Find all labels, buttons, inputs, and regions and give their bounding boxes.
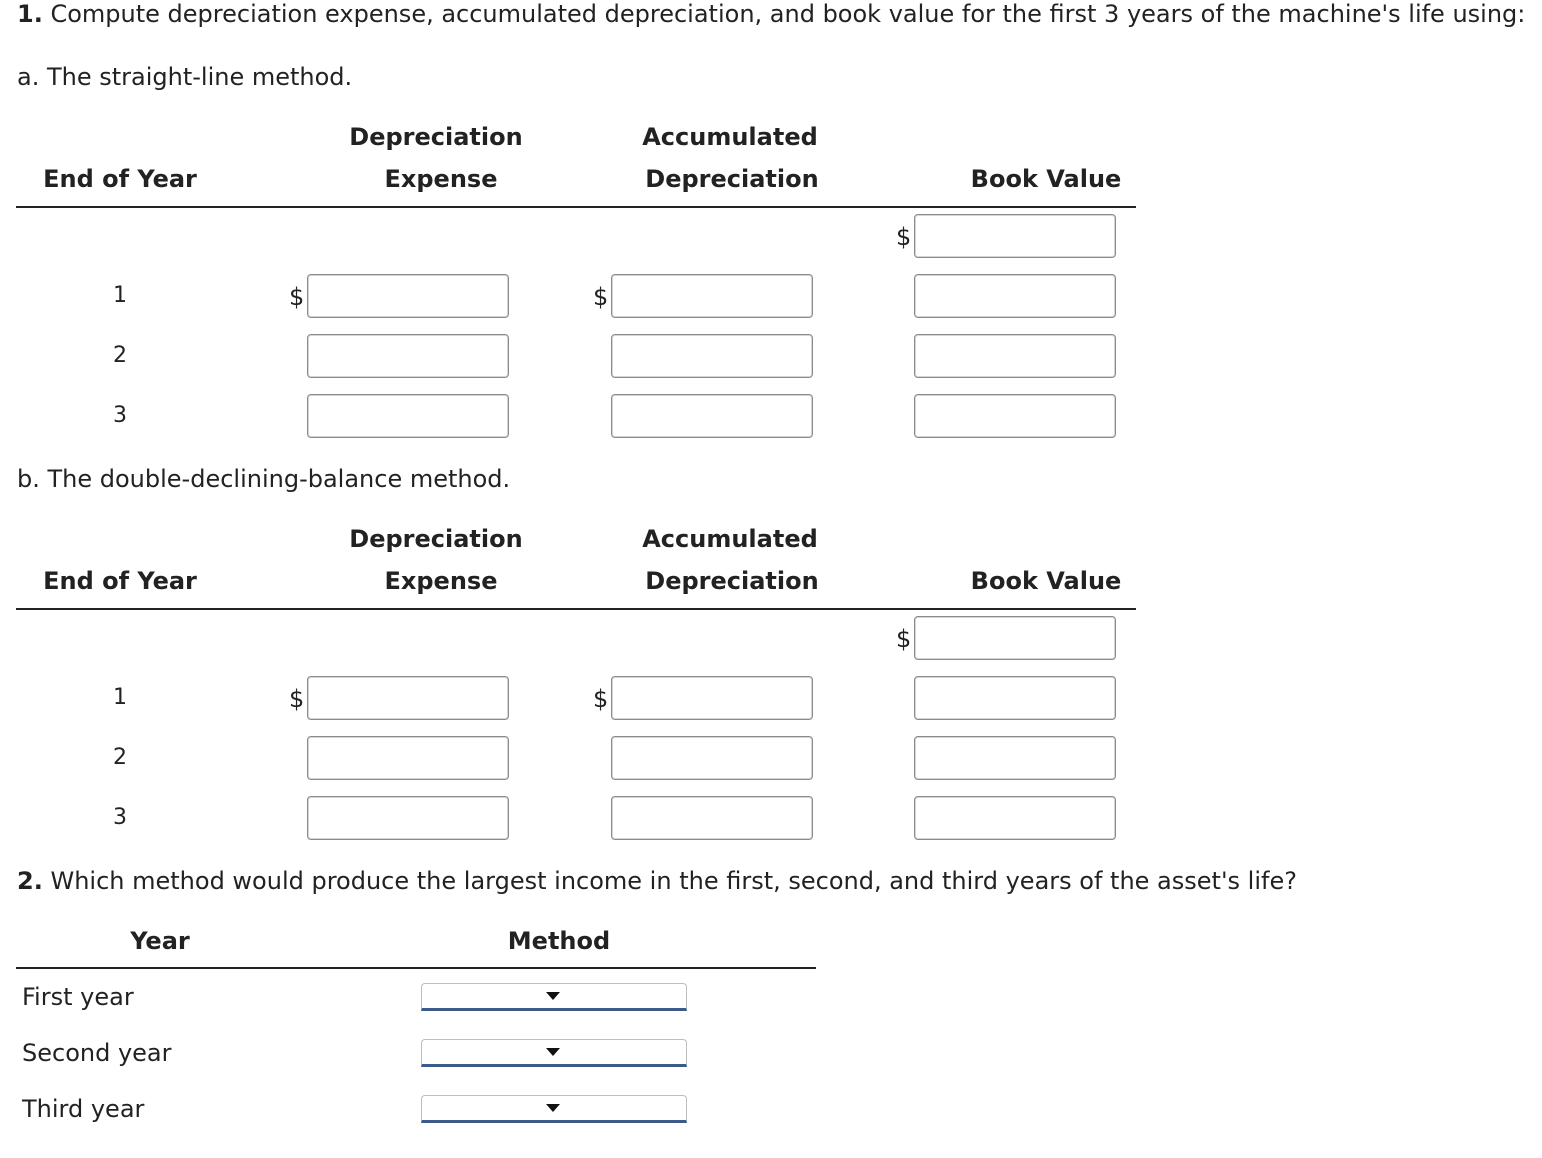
b-row-3-acc-dep-input[interactable] <box>611 796 813 840</box>
part-b-label: b. The double-declining-balance method. <box>17 465 511 493</box>
b-row-3-year: 3 <box>113 805 127 830</box>
a-book-value-start-input[interactable] <box>914 214 1116 258</box>
first-year-method-select[interactable] <box>421 983 687 1011</box>
header-rule-b <box>16 608 1136 610</box>
header-year: Year <box>130 927 190 955</box>
second-year-label: Second year <box>22 1039 172 1067</box>
a-row-1-year: 1 <box>113 283 127 308</box>
question-1 <box>17 0 1525 28</box>
a-row-2-year: 2 <box>113 343 127 368</box>
question-1-text: Compute depreciation expense, accumulated depreciation, and book value for the first 3 years of the machine's life using: <box>50 0 1526 28</box>
a-row-3-year: 3 <box>113 403 127 428</box>
question-2-number: 2. <box>17 867 43 895</box>
header-dep-expense-b-1: Depreciation <box>349 525 523 553</box>
header-book-value-b: Book Value <box>970 567 1122 595</box>
a-row-1-acc-dep-input[interactable] <box>611 274 813 318</box>
b-row-1-book-value-input[interactable] <box>914 676 1116 720</box>
third-year-label: Third year <box>22 1095 145 1123</box>
header-method: Method <box>507 927 611 955</box>
b-row-2-book-value-input[interactable] <box>914 736 1116 780</box>
header-dep-expense-a-2: Expense <box>384 165 498 193</box>
header-end-of-year-a: End of Year <box>43 165 197 193</box>
dollar-sign: $ <box>896 223 912 251</box>
header-dep-expense-b-2: Expense <box>384 567 498 595</box>
chevron-down-icon <box>546 1048 560 1056</box>
dollar-sign: $ <box>593 685 609 713</box>
a-row-1-book-value-input[interactable] <box>914 274 1116 318</box>
a-row-3-acc-dep-input[interactable] <box>611 394 813 438</box>
b-row-3-dep-expense-input[interactable] <box>307 796 509 840</box>
a-row-1-dep-expense-input[interactable] <box>307 274 509 318</box>
dollar-sign: $ <box>593 283 609 311</box>
b-row-2-year: 2 <box>113 745 127 770</box>
header-acc-dep-a-2: Depreciation <box>645 165 819 193</box>
b-row-1-year: 1 <box>113 685 127 710</box>
question-2 <box>17 867 1297 895</box>
part-a-label: a. The straight-line method. <box>17 63 353 91</box>
a-row-3-dep-expense-input[interactable] <box>307 394 509 438</box>
a-row-2-book-value-input[interactable] <box>914 334 1116 378</box>
first-year-label: First year <box>22 983 134 1011</box>
b-row-2-acc-dep-input[interactable] <box>611 736 813 780</box>
dollar-sign: $ <box>289 685 305 713</box>
chevron-down-icon <box>546 1104 560 1112</box>
b-row-1-acc-dep-input[interactable] <box>611 676 813 720</box>
b-book-value-start-input[interactable] <box>914 616 1116 660</box>
header-acc-dep-b-1: Accumulated <box>642 525 818 553</box>
a-row-3-book-value-input[interactable] <box>914 394 1116 438</box>
question-1-number: 1. <box>17 0 43 28</box>
b-row-3-book-value-input[interactable] <box>914 796 1116 840</box>
header-acc-dep-b-2: Depreciation <box>645 567 819 595</box>
a-row-2-acc-dep-input[interactable] <box>611 334 813 378</box>
header-acc-dep-a-1: Accumulated <box>642 123 818 151</box>
dollar-sign: $ <box>896 625 912 653</box>
question-2-text: Which method would produce the largest income in the first, second, and third years of the asset's life? <box>50 867 1297 895</box>
header-rule-q2 <box>16 967 816 969</box>
header-dep-expense-a-1: Depreciation <box>349 123 523 151</box>
dollar-sign: $ <box>289 283 305 311</box>
b-row-2-dep-expense-input[interactable] <box>307 736 509 780</box>
third-year-method-select[interactable] <box>421 1095 687 1123</box>
second-year-method-select[interactable] <box>421 1039 687 1067</box>
header-rule-a <box>16 206 1136 208</box>
header-end-of-year-b: End of Year <box>43 567 197 595</box>
header-book-value-a: Book Value <box>970 165 1122 193</box>
chevron-down-icon <box>546 992 560 1000</box>
b-row-1-dep-expense-input[interactable] <box>307 676 509 720</box>
a-row-2-dep-expense-input[interactable] <box>307 334 509 378</box>
